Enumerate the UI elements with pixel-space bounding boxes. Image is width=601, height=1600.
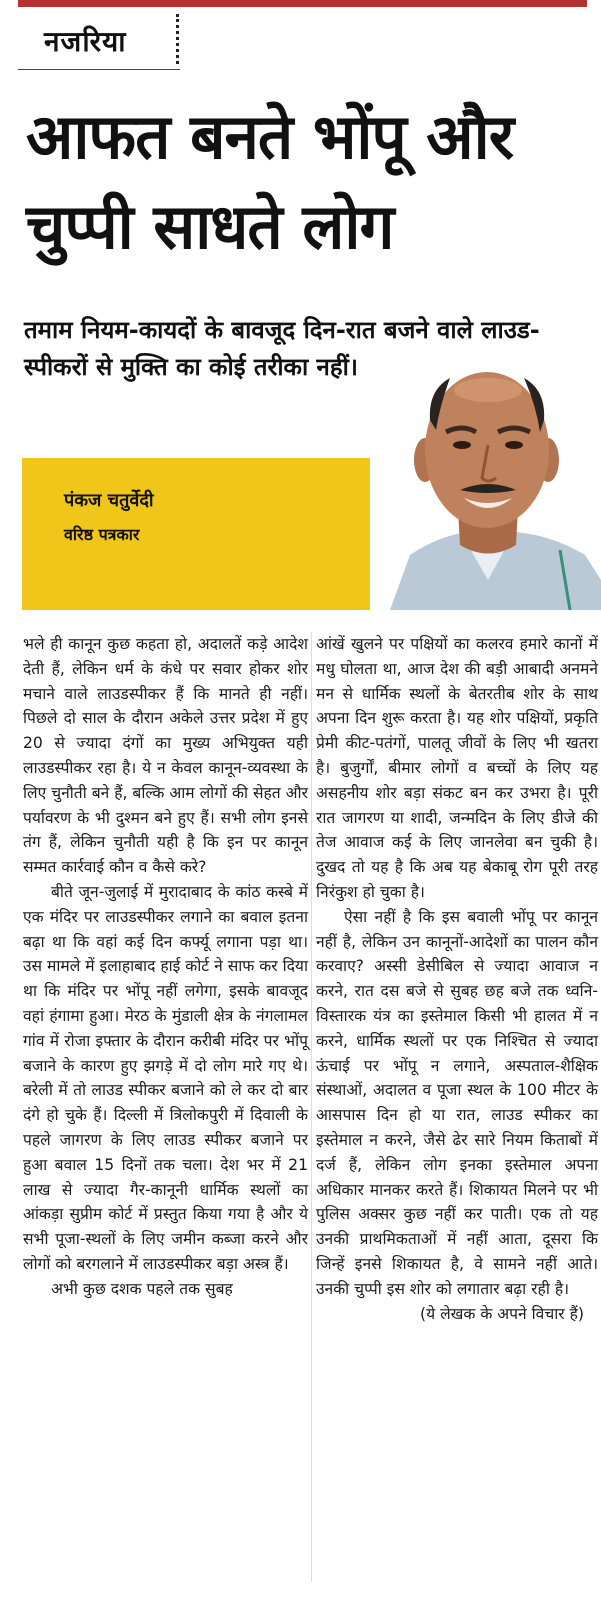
author-photo bbox=[370, 350, 601, 610]
article-column-left bbox=[23, 632, 308, 1302]
section-tag: नजरिया bbox=[44, 25, 127, 58]
article-paragraph: भले ही कानून कुछ कहता हो, अदालतें कड़े आदेश देती हैं, लेकिन धर्म के कंधे पर सवार होकर शोर मचाने वाले लाउडस्पीकर हैं कि मानते ही नहीं। पिछले दो साल के दौरान अकेले उत्तर प्रदेश में हुए 20 से ज्यादा दंगों का मुख्य अभियुक्त यही लाउडस्पीकर रहा है। ये न केवल कानून-व्यवस्था के लिए चुनौती बने हैं, बल्कि आम लोगों की सेहत और पर्यावरण के भी दुश्मन बने हुए हैं। सभी लोग इनसे तंग हैं, लेकिन चुनौती यही है कि इन पर कानून सम्मत कार्रवाई कौन व कैसे करे? bbox=[23, 635, 308, 877]
author-role: वरिष्ठ पत्रकार bbox=[64, 525, 140, 544]
headline: आफत बनते भोंपू और चुप्पी साधते लोग bbox=[26, 100, 514, 263]
column-divider bbox=[311, 632, 312, 1582]
article-paragraph: आंखें खुलने पर पक्षियों का कलरव हमारे कानों में मधु घोलता था, आज देश की बड़ी आबादी अनमने मन से धार्मिक स्थलों के बेतरतीब शोर के साथ अपना दिन शुरू करता है। यह शोर पक्षियों, प्रकृति प्रेमी कीट-पतंगों, पालतू जीवों के लिए भी खतरा है। बुजुर्गों, बीमार लोगों व बच्चों के लिए यह असहनीय शोर बड़ा संकट बन कर उभरा है। पूरी रात जागरण या शादी, जन्मदिन के लिए डीजे की तेज आवाज कई के लिए जानलेवा बन चुकी है। दुखद तो यह है कि अब यह बेकाबू रोग पूरी तरह निरंकुश हो चुका है। bbox=[316, 635, 598, 901]
author-disclaimer: (ये लेखक के अपने विचार हैं) bbox=[419, 1304, 584, 1323]
author-name: पंकज चतुर्वेदी bbox=[64, 490, 154, 511]
subheadline: तमाम नियम-कायदों के बावजूद दिन-रात बजने वाले लाउड-स्पीकरों से मुक्ति का कोई तरीका नहीं। bbox=[24, 316, 540, 381]
section-rule bbox=[18, 69, 180, 70]
article-paragraph: ऐसा नहीं है कि इस बवाली भोंपू पर कानून नहीं है, लेकिन उन कानूनों-आदेशों का पालन कौन करवाए? अस्सी डेसीबिल से ज्यादा आवाज न करने, रात दस बजे से सुबह छह बजे तक ध्वनि-विस्तारक यंत्र का इस्तेमाल किसी भी हालत में न करने, धार्मिक स्थलों पर एक निश्चित से ज्यादा ऊंचाई पर भोंपू न लगाने, अस्पताल-शैक्षिक संस्थाओं, अदालत व पूजा स्थल के 100 मीटर के आसपास दिन हो या रात, लाउड स्पीकर का इस्तेमाल न करने, जैसे ढेर सारे नियम किताबों में दर्ज हैं, लेकिन लोग इनका इस्तेमाल अपना अधिकार मानकर करते हैं। शिकायत मिलने पर भी पुलिस अक्सर कुछ नहीं कर पाती। एक तो यह उनकी प्राथमिकताओं में नहीं आता, दूसरा कि जिन्हें इनसे शिकायत है, वे सामने नहीं आते। उनकी चुप्पी इस शोर को लगातार बढ़ा रही है। bbox=[316, 907, 598, 1298]
article-paragraph: बीते जून-जुलाई में मुरादाबाद के कांठ कस्बे में एक मंदिर पर लाउडस्पीकर लगाने का बवाल इतना बढ़ा था कि वहां कई दिन कर्फ्यू लगाना पड़ा था। उस मामले में इलाहाबाद हाई कोर्ट ने साफ कर दिया था कि मंदिर पर भोंपू नहीं लगेगा, इसके बावजूद वहां हंगामा हुआ। मेरठ के मुंडाली क्षेत्र के नंगलामल गांव में रोजा इफ्तार के दौरान करीबी मंदिर पर भोंपू बजाने के कारण हुए झगड़े में दो लोग मारे गए थे। बरेली में तो लाउड स्पीकर बजाने को ले कर दो बार दंगे हो चुके हैं। दिल्ली में त्रिलोकपुरी में दिवाली के पहले जागरण के लिए लाउड स्पीकर बजाने पर हुआ बवाल 15 दिनों तक चला। देश भर में 21 लाख से ज्यादा गैर-कानूनी धार्मिक स्थलों का आंकड़ा सुप्रीम कोर्ट में प्रस्तुत किया गया है और ये सभी पूजा-स्थलों के लिए जमीन कब्जा करने और लोगों को बरगलाने में लाउडस्पीकर बड़ा अस्त्र हैं। bbox=[23, 882, 308, 1273]
top-accent-bar bbox=[18, 0, 587, 7]
article-paragraph: अभी कुछ दशक पहले तक सुबह bbox=[51, 1279, 233, 1298]
author-portrait-image bbox=[370, 350, 601, 610]
section-tag-divider bbox=[176, 14, 179, 64]
article-column-right bbox=[316, 632, 598, 1326]
